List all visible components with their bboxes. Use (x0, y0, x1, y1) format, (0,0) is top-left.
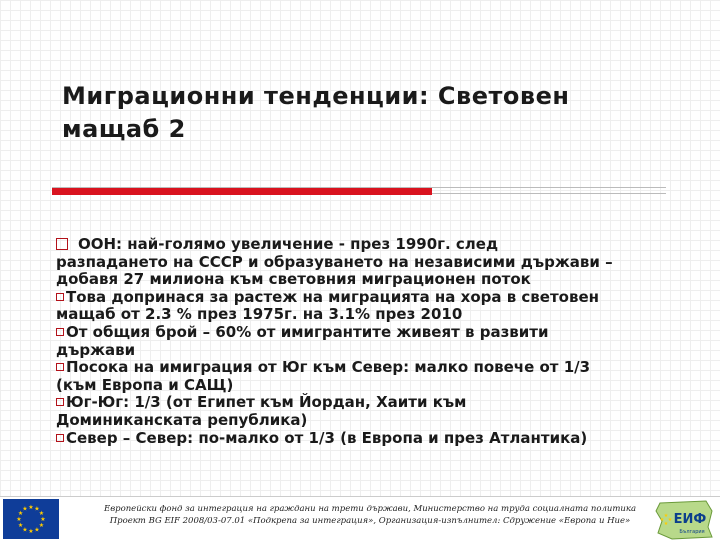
list-item-text: разпадането на СССР и образуването на независими държави – (56, 252, 613, 271)
svg-text:★: ★ (17, 522, 24, 529)
eu-stars-icon (3, 499, 59, 539)
list-item-text: ООН: най-голямо увеличение - през 1990г. след (78, 235, 499, 253)
logo-text: ЕИФ (673, 512, 707, 527)
square-bullet-icon (56, 434, 64, 442)
svg-text:★: ★ (663, 513, 669, 519)
list-item-text: Това допринася за растеж на миграцията на хора в световен (66, 287, 600, 306)
logo-subtext: България (679, 529, 705, 535)
list-item (56, 394, 696, 429)
list-item (56, 430, 696, 448)
svg-text:★: ★ (34, 505, 40, 513)
svg-text:★: ★ (38, 522, 45, 529)
title-line-2: мащаб 2 (62, 115, 186, 143)
slide-title (62, 80, 702, 146)
eu-flag-icon (3, 499, 59, 539)
square-bullet-icon (56, 328, 64, 336)
svg-text:★: ★ (667, 517, 673, 523)
list-item-text: Юг-Юг: 1/3 (от Египет към Йордан, Хаити към (66, 393, 467, 412)
list-item-text: От общия брой – 60% от имигрантите живеят в развити (66, 322, 549, 341)
list-item (56, 289, 696, 324)
list-item-text: Доминиканската република) (56, 410, 308, 429)
divider-red-bar (52, 188, 432, 195)
svg-text:★: ★ (22, 505, 28, 513)
list-item-text: добавя 27 милиона към световния миграционен поток (56, 270, 531, 289)
svg-text:★: ★ (28, 504, 34, 511)
list-item-text: Север – Север: по-малко от 1/3 (в Европа и през Атлантика) (66, 428, 588, 447)
svg-text:★: ★ (17, 510, 24, 517)
square-bullet-icon (56, 398, 64, 406)
eif-logo-icon (652, 497, 716, 540)
list-item-text: (към Европа и САЩ) (56, 375, 234, 394)
list-item (56, 236, 696, 289)
svg-text:★: ★ (34, 526, 40, 534)
list-item-text: Посока на имиграция от Юг към Север: малко повече от 1/3 (66, 358, 591, 377)
svg-text:★: ★ (28, 528, 34, 535)
list-item-text: мащаб от 2.3 % през 1975г. на 3.1% през 2010 (56, 305, 463, 324)
svg-text:★: ★ (40, 516, 46, 523)
eif-logo (652, 497, 716, 540)
svg-text:★: ★ (38, 510, 45, 517)
square-bullet-icon (56, 238, 68, 250)
square-bullet-icon (56, 293, 64, 301)
slide-body (56, 236, 696, 447)
footer (0, 496, 720, 540)
list-item-text: държави (56, 340, 136, 359)
svg-text:★: ★ (16, 516, 22, 523)
footer-line-1: Европейски фонд за интеграция на граждани на трети държави, Министерство на труда социалната политика (103, 504, 637, 514)
title-line-1: Миграционни тенденции: Световен (62, 82, 570, 110)
divider-line-right (432, 193, 666, 194)
svg-text:★: ★ (659, 517, 665, 523)
square-bullet-icon (56, 363, 64, 371)
svg-text:★: ★ (663, 521, 669, 527)
list-item (56, 359, 696, 394)
list-item (56, 324, 696, 359)
footer-line-2: Проект BG EIF 2008/03-07.01 «Подкрепа за интеграция», Организация-изпълнител: Сдружение «Европа и Ние» (109, 516, 631, 526)
svg-text:★: ★ (22, 526, 28, 534)
footer-credits (90, 503, 650, 527)
